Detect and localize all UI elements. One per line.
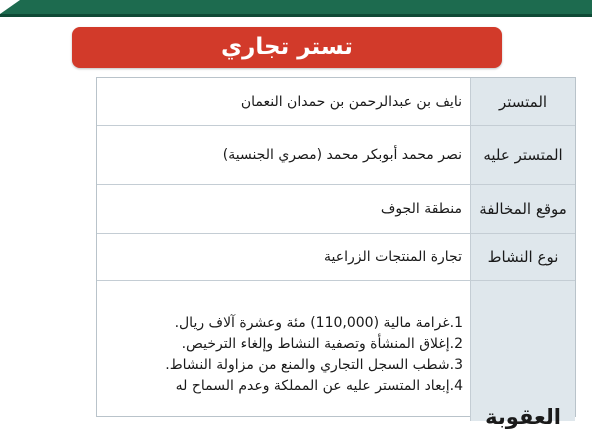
row-concealed [97, 126, 575, 185]
label-activity: نوع النشاط [470, 234, 575, 280]
label-penalty: العقوبة [485, 405, 561, 429]
details-table [96, 77, 576, 429]
label-penalty-cell [470, 281, 575, 429]
row-concealer [97, 78, 575, 126]
penalty-list [99, 313, 463, 397]
label-location: موقع المخالفة [470, 185, 575, 233]
value-concealed: نصر محمد أبوبكر محمد (مصري الجنسية) [222, 147, 462, 163]
penalty-item: 3.شطب السجل التجاري والمنع من مزاولة النشاط. [165, 357, 463, 373]
penalty-item: 2.إغلاق المنشأة وتصفية النشاط وإلغاء الترخيص. [181, 336, 463, 352]
row-activity [97, 234, 575, 281]
value-activity: تجارة المنتجات الزراعية [324, 249, 462, 265]
value-concealer: نايف بن عبدالرحمن بن حمدان النعمان [240, 93, 462, 110]
value-location: منطقة الجوف [380, 201, 462, 217]
row-penalty [97, 281, 575, 429]
header-band-corner [0, 0, 20, 14]
label-concealed: المتستر عليه [470, 126, 575, 184]
label-concealer: المتستر [470, 78, 575, 125]
row-location [97, 185, 575, 234]
penalty-item: 4.إبعاد المتستر عليه عن المملكة وعدم السماح له [175, 378, 463, 394]
header-band [0, 0, 592, 17]
penalty-item: 1.غرامة مالية (110,000) مئة وعشرة آلاف ريال. [174, 315, 463, 331]
page-title: تستر تجاري [72, 27, 502, 68]
